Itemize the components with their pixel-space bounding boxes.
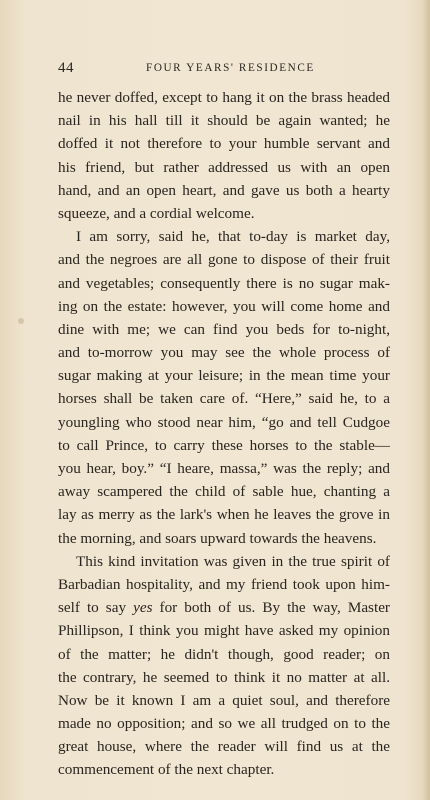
text-line: doffed it not therefore to your humble servant and xyxy=(58,135,390,153)
text-line: and to-morrow you may see the whole process of xyxy=(58,344,390,362)
text-line: and vegetables; consequently there is no sugar mak- xyxy=(58,274,390,292)
text-line: This kind invitation was given in the true spirit of xyxy=(76,552,390,570)
text-line: hand, and an open heart, and gave us both a hearty xyxy=(58,181,390,199)
text-line: squeeze, and a cordial welcome. xyxy=(58,204,255,222)
text-line: Phillipson, I think you might have asked my opinion xyxy=(58,622,390,640)
text-line: sugar making at your leisure; in the mean time your xyxy=(58,367,390,385)
foxing-spot xyxy=(18,318,24,324)
text-line: he never doffed, except to hang it on the brass headed xyxy=(58,89,390,106)
text-line: youngling who stood near him, “go and tell Cudgoe xyxy=(58,413,390,431)
text-line: away scampered the child of sable hue, chanting a xyxy=(58,483,390,501)
text-line: the morning, and soars upward towards the heavens. xyxy=(58,529,377,547)
text-line: and the negroes are all gone to dispose of their fruit xyxy=(58,251,390,269)
running-title: FOUR YEARS' RESIDENCE xyxy=(146,62,315,74)
text-line: Now be it known I am a quiet soul, and therefore xyxy=(58,691,390,709)
page-header xyxy=(58,60,390,78)
text-line: made no opposition; and so we all trudged on to the xyxy=(58,715,390,733)
text-line: you hear, boy.” “I heare, massa,” was the reply; and xyxy=(58,460,390,477)
text-line: Barbadian hospitality, and my friend took upon him- xyxy=(58,575,390,593)
text-line: self to say yes for both of us. By the way, Master xyxy=(58,599,390,617)
page-edge-shadow xyxy=(422,0,430,800)
text-line: great house, where the reader will find us at the xyxy=(58,738,390,756)
emphasized-word: yes xyxy=(133,599,153,617)
body-text xyxy=(58,86,390,782)
text-line: horses shall be taken care of. “Here,” said he, to a xyxy=(58,390,390,408)
text-line: the contrary, he seemed to think it no matter at all. xyxy=(58,668,390,686)
page-number: 44 xyxy=(58,60,74,76)
text-line: I am sorry, said he, that to-day is market day, xyxy=(76,228,390,246)
text-line: lay as merry as the lark's when he leaves the grove in xyxy=(58,506,390,524)
text-line: of the matter; he didn't though, good reader; on xyxy=(58,645,390,663)
text-line: commencement of the next chapter. xyxy=(58,761,275,779)
text-line: nail in his hall till it should be again wanted; he xyxy=(58,112,390,130)
text-line: his friend, but rather addressed us with an open xyxy=(58,158,390,176)
text-line: dine with me; we can find you beds for to-night, xyxy=(58,320,390,338)
text-line: to call Prince, to carry these horses to the stable— xyxy=(58,436,390,454)
text-line: ing on the estate: however, you will come home and xyxy=(58,297,390,315)
